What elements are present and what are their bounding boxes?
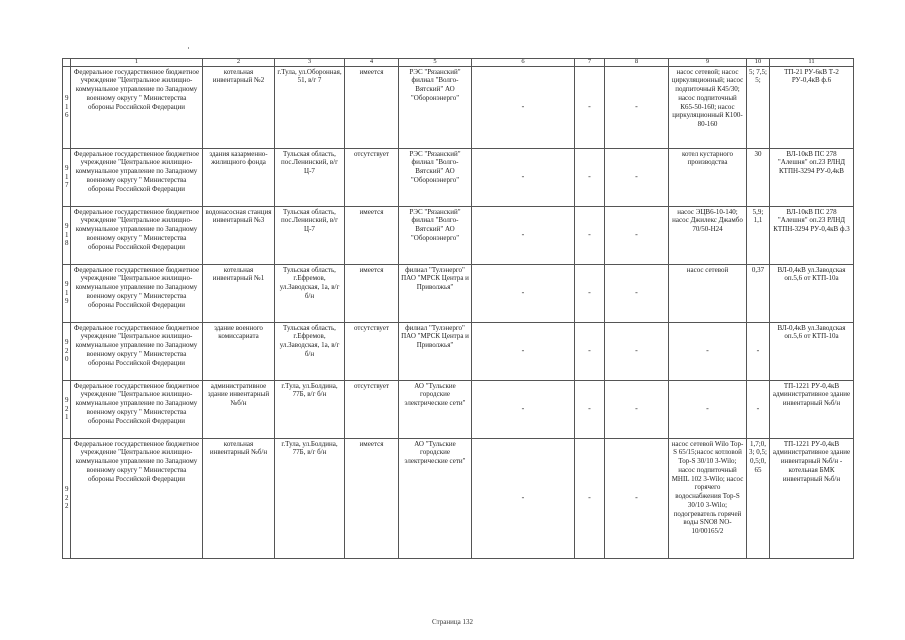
table-cell: РЭС "Рязанский" филиал "Волго-Вятский" АО "Оборонэнерго" — [399, 206, 472, 264]
table-cell: Федеральное государственное бюджетное учреждение "Центральное жилищно-коммунальное управление по Западному военному округу " Министерства обороны Российской Федерации — [71, 206, 203, 264]
header-cell: 11 — [770, 59, 854, 67]
table-cell: - — [575, 66, 605, 148]
registry-table — [62, 58, 854, 559]
table-cell: - — [747, 380, 770, 438]
table-cell: РЭС "Рязанский" филиал "Волго-Вятский" АО "Оборонэнерго" — [399, 66, 472, 148]
row-number-cell: 919 — [63, 264, 71, 322]
row-number-cell: 920 — [63, 322, 71, 380]
table-cell: - — [575, 148, 605, 206]
table-row — [63, 322, 854, 380]
table-cell: административное здание инвентарный №б/н — [203, 380, 275, 438]
table-cell: - — [605, 264, 669, 322]
table-cell: - — [472, 206, 575, 264]
table-cell: г.Тула, ул.Оборонная, 51, в/г 7 — [275, 66, 345, 148]
table-cell: Федеральное государственное бюджетное учреждение "Центральное жилищно-коммунальное управление по Западному военному округу " Министерства обороны Российской Федерации — [71, 438, 203, 558]
table-cell: имеется — [345, 66, 399, 148]
header-cell: 6 — [472, 59, 575, 67]
table-row — [63, 206, 854, 264]
header-cell: 7 — [575, 59, 605, 67]
table-cell: Федеральное государственное бюджетное учреждение "Центральное жилищно-коммунальное управление по Западному военному округу " Министерства обороны Российской Федерации — [71, 66, 203, 148]
table-row — [63, 264, 854, 322]
table-cell: ВЛ-10кВ ПС 278 "Алешня" оп.23 РЛНД КТПН-3294 РУ-0,4кВ ф.3 — [770, 206, 854, 264]
table-cell: котельная инвентарный №б/н — [203, 438, 275, 558]
table-cell: - — [472, 322, 575, 380]
table-cell: ВЛ-10кВ ПС 278 "Алешня" оп.23 РЛНД КТПН-3294 РУ-0,4кВ — [770, 148, 854, 206]
table-cell: - — [472, 66, 575, 148]
table-cell: РЭС "Рязанский" филиал "Волго-Вятский" АО "Оборонэнерго" — [399, 148, 472, 206]
table-cell: - — [605, 66, 669, 148]
table-row — [63, 380, 854, 438]
table-cell: АО "Тульские городские электрические сети" — [399, 438, 472, 558]
table-cell: имеется — [345, 264, 399, 322]
table-cell: - — [472, 438, 575, 558]
table-cell: 5,9; 1,1 — [747, 206, 770, 264]
row-number-cell: 916 — [63, 66, 71, 148]
header-cell: 2 — [203, 59, 275, 67]
table-body — [63, 59, 854, 559]
table-cell: 0,37 — [747, 264, 770, 322]
table-cell: - — [669, 322, 747, 380]
header-cell: 4 — [345, 59, 399, 67]
table-cell: котел кустарного производства — [669, 148, 747, 206]
table-cell: насос сетевой Wilo Top-S 65/15;насос котловой Top-S 30/10 3-Wilo; насос подпиточный MHIL 102 3-Wilo; насос горячего водоснабжения Top-S 30/10 3-Wilo; подогреватель горячей воды SNO8 NO-10/00165/2 — [669, 438, 747, 558]
table-cell: котельная инвентарный №1 — [203, 264, 275, 322]
table-cell: Федеральное государственное бюджетное учреждение "Центральное жилищно-коммунальное управление по Западному военному округу " Министерства обороны Российской Федерации — [71, 322, 203, 380]
table-cell: - — [472, 148, 575, 206]
table-cell: насос сетевой; насос циркуляционный; насос подпиточный К45/30; насос подпиточный К65-50-160; насос циркуляционный К100-80-160 — [669, 66, 747, 148]
table-cell: - — [575, 438, 605, 558]
table-cell: - — [575, 322, 605, 380]
table-cell: г.Тула, ул.Болдина, 77Б, в/г б/н — [275, 380, 345, 438]
table-cell: - — [472, 264, 575, 322]
header-cell-index — [63, 59, 71, 67]
header-cell: 5 — [399, 59, 472, 67]
table-cell: ТП-1221 РУ-0,4кВ административное здание инвентарный №б/н - котельная БМК инвентарный №б/н — [770, 438, 854, 558]
table-cell: 5; 7,5; 5; — [747, 66, 770, 148]
table-cell: филиал "Тулэнерго" ПАО "МРСК Центра и Приволжья" — [399, 322, 472, 380]
table-row — [63, 148, 854, 206]
table-cell: - — [575, 380, 605, 438]
table-cell: - — [575, 206, 605, 264]
table-cell: г.Тула, ул.Болдина, 77Б, в/г б/н — [275, 438, 345, 558]
table-cell: имеется — [345, 438, 399, 558]
table-cell: - — [605, 322, 669, 380]
table-cell: отсутствует — [345, 148, 399, 206]
table-cell: - — [669, 380, 747, 438]
row-number-cell: 918 — [63, 206, 71, 264]
table-cell: филиал "Тулэнерго" ПАО "МРСК Центра и Приволжья" — [399, 264, 472, 322]
table-cell: котельная инвентарный №2 — [203, 66, 275, 148]
table-cell: - — [747, 322, 770, 380]
table-cell: 1,7;0,3; 0,5; 0,5;0,65 — [747, 438, 770, 558]
table-cell: ВЛ-0,4кВ ул.Заводская оп.5,6 от КТП-10а — [770, 322, 854, 380]
header-cell: 8 — [605, 59, 669, 67]
table-cell: - — [472, 380, 575, 438]
header-cell: 3 — [275, 59, 345, 67]
table-cell: отсутствует — [345, 322, 399, 380]
header-cell: 1 — [71, 59, 203, 67]
table-cell: здания казарменно-жилищного фонда — [203, 148, 275, 206]
table-cell: Федеральное государственное бюджетное учреждение "Центральное жилищно-коммунальное управление по Западному военному округу " Министерства обороны Российской Федерации — [71, 380, 203, 438]
row-number-cell: 921 — [63, 380, 71, 438]
page-footer: Страница 132 — [432, 618, 473, 626]
table-cell: Тульская область, пос.Ленинский, в/г Ц-7 — [275, 206, 345, 264]
table-cell: Тульская область, г.Ефремов, ул.Заводская, 1а, в/г б/н — [275, 264, 345, 322]
table-row — [63, 438, 854, 558]
table-cell: - — [605, 438, 669, 558]
table-cell: Тульская область, пос.Ленинский, в/г Ц-7 — [275, 148, 345, 206]
table-cell: - — [605, 206, 669, 264]
scan-mark — [188, 47, 189, 49]
table-cell: - — [575, 264, 605, 322]
table-cell: насос ЭЦВ6-10-140; насос Джилекс Джамбо 70/50-Н24 — [669, 206, 747, 264]
table-cell: насос сетевой — [669, 264, 747, 322]
table-cell: - — [605, 380, 669, 438]
table-cell: Федеральное государственное бюджетное учреждение "Центральное жилищно-коммунальное управление по Западному военному округу " Министерства обороны Российской Федерации — [71, 264, 203, 322]
table-cell: водонасосная станция инвентарный №3 — [203, 206, 275, 264]
table-cell: отсутствует — [345, 380, 399, 438]
table-cell: 30 — [747, 148, 770, 206]
header-cell: 9 — [669, 59, 747, 67]
table-cell: АО "Тульские городские электрические сети" — [399, 380, 472, 438]
table-row — [63, 66, 854, 148]
table-cell: имеется — [345, 206, 399, 264]
table-cell: здание военного комиссариата — [203, 322, 275, 380]
table-cell: ТП-21 РУ-6кВ Т-2 РУ-0,4кВ ф.6 — [770, 66, 854, 148]
table-cell: - — [605, 148, 669, 206]
table-cell: Федеральное государственное бюджетное учреждение "Центральное жилищно-коммунальное управление по Западному военному округу " Министерства обороны Российской Федерации — [71, 148, 203, 206]
header-row — [63, 59, 854, 67]
table-cell: Тульская область, г.Ефремов, ул.Заводская, 1а, в/г б/н — [275, 322, 345, 380]
table-cell: ВЛ-0,4кВ ул.Заводская оп.5,6 от КТП-10а — [770, 264, 854, 322]
row-number-cell: 922 — [63, 438, 71, 558]
header-cell: 10 — [747, 59, 770, 67]
row-number-cell: 917 — [63, 148, 71, 206]
table-cell: ТП-1221 РУ-0,4кВ административное здание инвентарный №б/н — [770, 380, 854, 438]
